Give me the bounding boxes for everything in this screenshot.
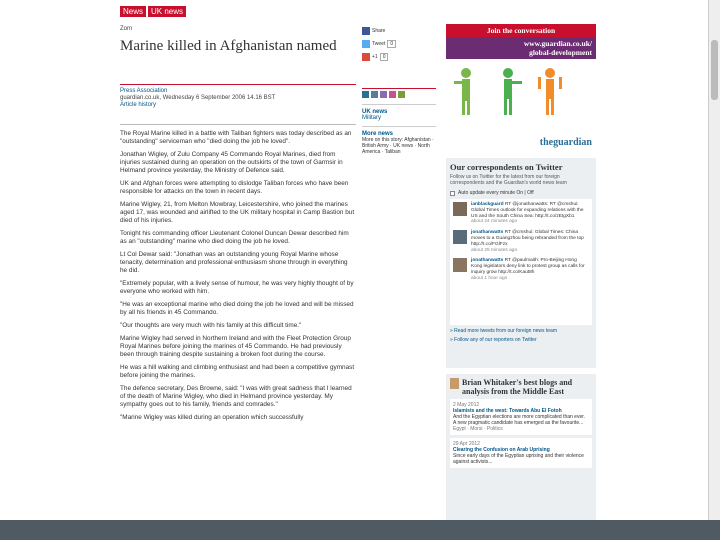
article-paragraph: The defence secretary, Des Browne, said: "I was with great sadness that I learned of the death of Marine Wigley, who died in Helmand province yesterday. My sympathy goes out to his family, friends and comrades."	[120, 385, 352, 408]
publish-date: guardian.co.uk, Wednesday 6 September 2006 14.16 BST	[120, 95, 276, 101]
article-paragraph: "Marine Wigley was killed during an operation which successfully	[120, 414, 304, 421]
twitter-panel	[446, 158, 596, 368]
blog-panel-title-text: Brian Whitaker's best blogs and analysis from the Middle East	[462, 378, 573, 396]
tweet-text	[471, 202, 589, 225]
blog-panel-title	[450, 378, 592, 396]
share-panel	[362, 26, 402, 65]
auto-update-label: Auto update every minute On | Off	[458, 190, 534, 196]
tweet-body: RT @jonathanwatts: RT @cmshui: Global Times outlook for expanding relations with the US and the South China Sea: http://t.co/zEtgXb1	[471, 202, 584, 219]
share-icon[interactable]	[380, 91, 387, 98]
google-plus-label: +1	[372, 53, 378, 60]
breadcrumb-uk-news[interactable]: UK news	[148, 6, 186, 17]
section-link-uk-news[interactable]: UK news	[362, 109, 388, 115]
breadcrumb	[120, 6, 186, 17]
more-news-label: More news	[362, 131, 394, 137]
blog-date: 2 May 2012	[453, 402, 480, 408]
avatar[interactable]	[453, 230, 467, 244]
promo-url-line: www.guardian.co.uk/	[523, 39, 592, 48]
auto-update-toggle[interactable]	[450, 190, 592, 196]
tweet-time[interactable]: about 1 hour ago	[471, 275, 508, 281]
email-icon[interactable]	[362, 91, 369, 98]
page-title: Marine killed in Afghanistan named	[120, 38, 337, 54]
blog-card	[450, 399, 592, 435]
article-paragraph: Tonight his commanding officer Lieutenant Colonel Duncan Dewar described him as an "outstanding" marine who died doing the job he loved.	[120, 230, 349, 245]
people-figures-icon	[446, 65, 596, 127]
tweet-text	[471, 258, 589, 281]
blog-panel	[446, 374, 596, 520]
article-paragraph: He was a hill walking and climbing enthusiast and had been a competitive gymnast before joining the marines.	[120, 364, 355, 379]
tweet-item	[453, 202, 589, 225]
tweet-user[interactable]: jonathanwatts	[471, 258, 504, 264]
author-photo	[450, 378, 459, 389]
tweet-button[interactable]	[362, 39, 402, 48]
blog-title-link[interactable]: Islamists and the west: Towards Abu El Fotoh	[453, 408, 562, 414]
twitter-icon	[362, 40, 370, 48]
article-paragraph: "Our thoughts are very much with his family at this difficult time."	[120, 322, 302, 329]
print-icon[interactable]	[371, 91, 378, 98]
blog-title-link[interactable]: Clearing the Confusion on Arab Uprising	[453, 447, 550, 453]
tweet-item	[453, 230, 589, 253]
tweet-label: Tweet	[372, 40, 386, 47]
promo-url-line: global-development	[529, 48, 592, 57]
tweet-user[interactable]: jonathanwatts	[471, 230, 504, 236]
avatar[interactable]	[453, 202, 467, 216]
blog-date: 29 Apr 2012	[453, 441, 480, 447]
google-plus-count: 0	[380, 53, 389, 61]
section-label[interactable]: Zorn	[120, 26, 133, 32]
tweet-text	[471, 230, 589, 253]
article-paragraph: "He was an exceptional marine who died doing the job he loved and will be missed by all his friends in 45 Commando.	[120, 301, 354, 316]
share-icons-row	[362, 91, 436, 98]
article-paragraph: "Extremely popular, with a lively sense of humour, he was very highly thought of by everyone who worked with him.	[120, 280, 354, 295]
article-paragraph: Marine Wigley had served in Northern Ireland and with the Fleet Protection Group Royal Marines before joining the marines of 45 Commando. He had previously been through training despite sustaining a broken foot during the course.	[120, 335, 351, 358]
section-link-military[interactable]: Military	[362, 115, 381, 121]
tweet-user[interactable]: ianblackguard	[471, 202, 504, 207]
facebook-share-label: Share	[372, 27, 386, 34]
article-paragraph: Jonathan Wigley, of Zulu Company 45 Commando Royal Marines, died from injuries sustained during an operation on the outskirts of the town of Garmsir in Helmand province yesterday, the Ministry of Defence said.	[120, 151, 343, 174]
blog-meta[interactable]: Egypt · Morsi · Politics	[453, 426, 503, 432]
tweet-time[interactable]: about 25 minutes ago	[471, 247, 518, 253]
twitter-panel-title: Our correspondents on Twitter	[450, 162, 563, 172]
divider	[120, 124, 356, 125]
clip-icon[interactable]	[389, 91, 396, 98]
google-plus-button[interactable]	[362, 52, 402, 61]
article-paragraph: UK and Afghan forces were attempting to dislodge Taliban forces who have been responsible for attacks on the town in recent days.	[120, 180, 349, 195]
tweet-body: RT @paulmaith: Pro-Beijing Hong Kong legislators deny link to protest group as calls for inquiry grow http://t.co/Kaut8h	[471, 258, 585, 275]
google-plus-icon	[362, 53, 370, 61]
article-body	[120, 130, 356, 427]
promo-join-label: Join the conversation	[446, 24, 596, 37]
breadcrumb-news[interactable]: News	[120, 6, 146, 17]
divider	[362, 88, 436, 89]
divider	[120, 84, 356, 85]
scrollbar-thumb[interactable]	[711, 40, 718, 100]
article-paragraph: The Royal Marine killed in a battle with Taliban fighters was today described as an "outstanding" serviceman who "died doing the job he loved".	[120, 130, 352, 145]
related-column	[362, 88, 436, 155]
twitter-panel-subtitle: Follow us on Twitter for the latest from our foreign correspondents and the Guardian's world news team	[450, 174, 567, 186]
tweet-list	[450, 199, 592, 325]
promo-illustration	[446, 65, 596, 127]
taskbar	[0, 520, 720, 540]
article-paragraph: Marine Wigley, 21, from Melton Mowbray, Leicestershire, who joined the marines aged 17, was wounded and airlifted to the UK military hospital in Camp Bastion but died of his injuries.	[120, 201, 355, 224]
follow-reporters-link[interactable]: » Follow any of our reporters on Twitter	[450, 337, 537, 343]
tweet-time[interactable]: about 24 minutes ago	[471, 219, 518, 225]
divider	[362, 104, 436, 105]
article-paragraph: Lt Col Dewar said: "Jonathan was an outstanding young Royal Marine whose tenacity, determination and professional enthusiasm shone through in everything he did.	[120, 251, 348, 274]
byline	[120, 88, 350, 109]
article-history-link[interactable]: Article history	[120, 102, 157, 108]
tweet-count: 0	[387, 40, 396, 48]
blog-card	[450, 438, 592, 468]
divider	[362, 126, 436, 127]
facebook-icon	[362, 27, 370, 35]
tweet-body: RT @cmshui: Global Times: China moves to a Guangzhou being rebranded from the top http://t.co/FGlFzx	[471, 230, 584, 247]
checkbox-icon[interactable]	[450, 191, 455, 196]
author[interactable]: Press Association	[120, 88, 168, 94]
global-development-promo[interactable]	[446, 24, 596, 152]
avatar[interactable]	[453, 258, 467, 272]
more-tweets-link[interactable]: » Read more tweets from our foreign news team	[450, 328, 557, 334]
promo-url	[446, 37, 596, 59]
blog-excerpt: And the Egyptian elections are more complicated than ever. A new pragmatic candidate has emerged as the favourite...	[453, 414, 586, 426]
more-on-story[interactable]: More on this story: Afghanistan · British Army · UK news · North America · Taliban	[362, 137, 434, 155]
blog-excerpt: Since early days of the Egyptian uprising and their violence against activists...	[453, 453, 584, 465]
vertical-scrollbar[interactable]	[708, 0, 720, 520]
bookmark-icon[interactable]	[398, 91, 405, 98]
tweet-item	[453, 258, 589, 281]
facebook-share-button[interactable]	[362, 26, 402, 35]
guardian-logo: theguardian	[539, 137, 592, 148]
